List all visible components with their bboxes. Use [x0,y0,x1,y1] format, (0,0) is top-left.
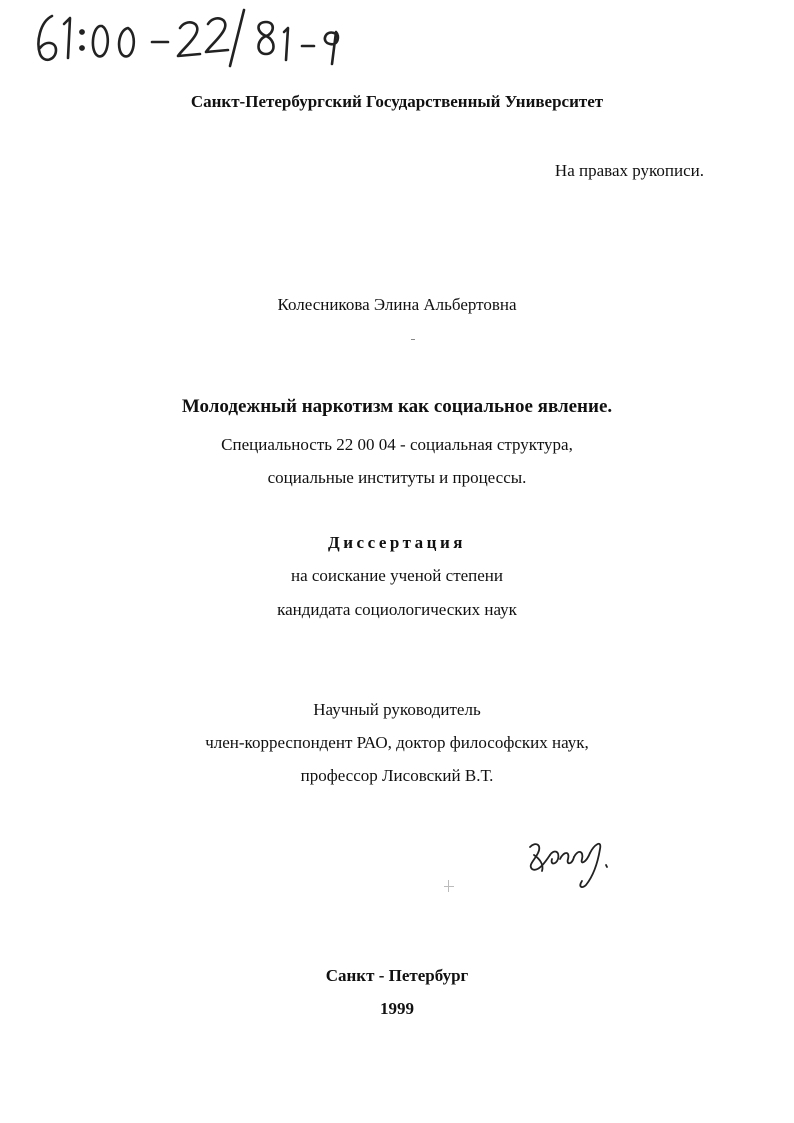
year: 1999 [380,999,414,1018]
scan-speck [411,339,415,340]
supervisor-label: Научный руководитель [313,700,481,719]
signature [520,825,620,895]
rights-note: На правах рукописи. [554,161,704,180]
degree-line-1: на соискание ученой степени [290,566,504,585]
author-name: Колесникова Элина Альбертовна [277,295,517,314]
supervisor-title: член-корреспондент РАО, доктор философских наук, [205,733,589,752]
dissertation-title: Молодежный наркотизм как социальное явление. [181,396,613,417]
supervisor-name: профессор Лисовский В.Т. [300,766,494,785]
scan-speck [444,886,454,887]
dissertation-label: Диссертация [328,533,466,552]
degree-line-2: кандидата социологических наук [277,600,517,619]
specialty-line-1: Специальность 22 00 04 - социальная структура, [221,435,573,454]
handwritten-archive-number [30,2,370,72]
specialty-line-2: социальные институты и процессы. [267,468,527,487]
city: Санкт - Петербург [325,966,469,985]
university-name: Санкт-Петербургский Государственный Университет [190,92,604,111]
